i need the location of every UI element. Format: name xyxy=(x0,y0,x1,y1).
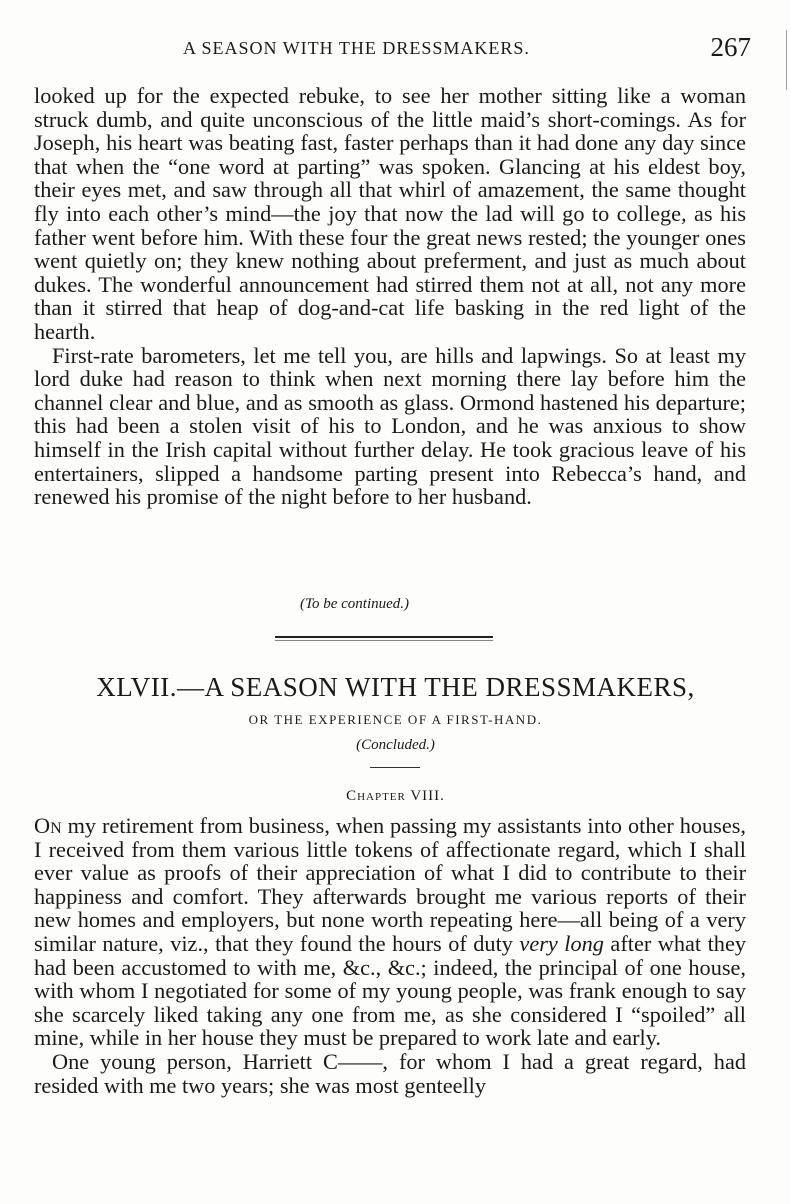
page-edge-rule xyxy=(786,30,787,90)
paragraph-text: my retirement from business, when passing my assistants into other houses, I received from them various little tokens of affectionate regard, which I shall ever value as proofs of their appreciation of what I did to contribute to their happiness and comfort. They afterwards brought me various reports of their new homes and employers, but none worth repeating here—all being of a very similar nature, viz., that they found the hours of duty xyxy=(34,813,746,956)
section-divider-thin xyxy=(275,640,493,641)
paragraph-text: after what they had been accustomed to with me, &c., &c.; indeed, the principal of one house, with whom I negotiated for some of my young people, was frank enough to say she scarcely liked taking any one from me, as she considered I “spoiled” all mine, while in her house they must be prepared to work late and early. xyxy=(34,930,746,1051)
chapter-label: Chapter VIII. xyxy=(346,788,445,804)
article-body xyxy=(34,814,746,1097)
opening-word: On xyxy=(34,813,62,838)
italic-emphasis: very long xyxy=(519,930,604,956)
paragraph xyxy=(34,814,746,1050)
paragraph: One young person, Harriett C——, for whom I had a great regard, had resided with me two years; she was most genteelly xyxy=(34,1048,746,1098)
article-subtitle: OR THE EXPERIENCE OF A FIRST-HAND. xyxy=(248,712,543,727)
short-divider xyxy=(370,767,420,768)
story-continuation xyxy=(34,84,746,509)
section-divider xyxy=(275,636,493,638)
to-be-continued-note: (To be continued.) xyxy=(300,596,410,612)
concluded-note: (Concluded.) xyxy=(356,737,435,753)
paragraph: looked up for the expected rebuke, to see her mother sitting like a woman struck dumb, and quite unconscious of the little maid’s short-comings. As for Joseph, his heart was beating fast, faster perhaps than it had done any day since that when the “one word at parting” was spoken. Glancing at his eldest boy, their eyes met, and saw through all that whirl of amazement, the same thought fly into each other’s mind—the joy that now the lad will go to college, as his father went before him. With these four the great news rested; the younger ones went quietly on; they knew nothing about preferment, and just as much about dukes. The wonderful announcement had stirred them not at all, not any more than it stirred that heap of dog-and-cat life basking in the red light of the hearth. xyxy=(34,83,746,344)
page-number: 267 xyxy=(710,32,751,62)
article-title: XLVII.—A SEASON WITH THE DRESSMAKERS, xyxy=(96,672,695,702)
running-header xyxy=(38,32,751,66)
chapter-heading xyxy=(0,788,791,805)
running-title: A SEASON WITH THE DRESSMAKERS. xyxy=(183,38,530,58)
paragraph: First-rate barometers, let me tell you, are hills and lapwings. So at least my lord duke had reason to think when next morning there lay before him the channel clear and blue, and as smooth as glass. Ormond hastened his departure; this had been a stolen visit of his to London, and he was anxious to show himself in the Irish capital without further delay. He took gracious leave of his entertainers, slipped a handsome parting present into Rebecca’s hand, and renewed his promise of the night before to her husband. xyxy=(34,342,746,510)
